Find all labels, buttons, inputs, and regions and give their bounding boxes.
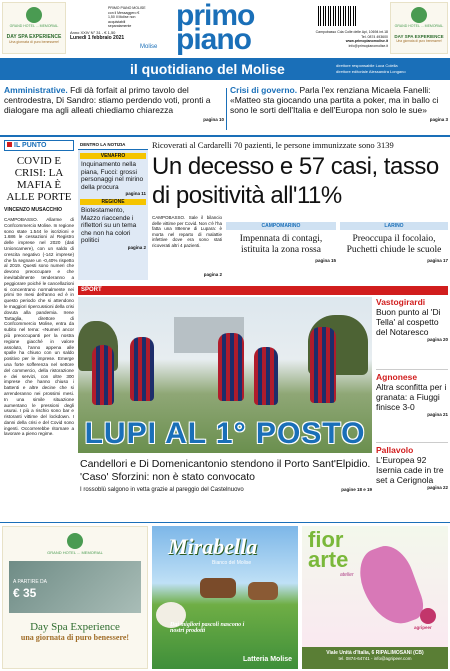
notizia-box[interactable]: [78, 140, 148, 280]
sport-bar: [78, 286, 448, 295]
top-right-ad[interactable]: [390, 2, 448, 54]
side-kicker: Agnonese: [376, 372, 418, 382]
story-kicker: Amministrative.: [4, 85, 68, 95]
venafro-label: VENAFRO: [80, 153, 146, 159]
sport-headline[interactable]: Candellori e Di Domenicantonio stendono il Porto Sant'Elpidio. 'Caso' Sforzini: non è stato convocato: [80, 458, 371, 483]
issue-number: Anno XXIV N° 31 - € 1,50: [70, 30, 116, 35]
regione-label: REGIONE: [80, 199, 146, 205]
photo-caption: LUPI AL 1° POSTO: [84, 417, 366, 450]
side-page: pagina 20: [427, 337, 448, 342]
sport-side-column: [376, 297, 448, 517]
mirabella-sub: Bianco del Molise: [212, 560, 252, 566]
sport-side-item[interactable]: [376, 297, 448, 370]
regione-text: Biotestamento, Mazzo riaccende i riflettori su un tema che non ha colori politici: [81, 207, 137, 244]
cow-icon: [248, 582, 278, 600]
main-story-page: pagina 2: [203, 272, 222, 277]
venafro-page: pagina 11: [125, 191, 146, 196]
top-story-left[interactable]: [4, 85, 224, 133]
fiorarte-tel: tel. 0874-64741 - info@agripeer.com: [338, 656, 412, 661]
campomarino-text: Impennata di contagi, istituita la zona rossa: [239, 234, 323, 255]
story-kicker: Crisi di governo.: [230, 85, 298, 95]
agripeer-logo-text: agripeer: [414, 625, 432, 630]
player-figure-icon: [130, 337, 154, 401]
ad-brand: GRAND HOTEL ... MEMORIAL: [9, 24, 59, 28]
larino-text: Preoccupa il focolaio, Puchetti chiude le scuole: [346, 234, 442, 255]
editor: direttore responsabile Luca Colella: [336, 63, 398, 68]
fiorarte-sub: atelier: [340, 572, 354, 578]
tagline-banner: [0, 58, 450, 80]
mirabella-text: Dai migliori pascoli nascono i nostri prodotti: [170, 622, 245, 634]
editorial-director: direttore editoriale Alessandra Longano: [336, 69, 406, 74]
ad-subline: Una giornata di puro benessere!: [8, 40, 59, 44]
story-text: Parla l'ex renziana Micaela Fanelli: «Matteo sta giocando una partita a poker, ma in ballo ci sono le sorti dell'Italia e dell'Europa non solo le sue»: [230, 85, 439, 115]
email-link[interactable]: info@primopianomolise.it: [348, 43, 388, 48]
agripeer-logo-icon: [420, 608, 436, 624]
spa-photo: [9, 561, 141, 613]
issue-date: Lunedì 1 febbraio 2021: [70, 35, 125, 41]
fiorarte-footer: [302, 647, 448, 669]
top-left-ad[interactable]: [2, 2, 66, 54]
fiorarte-ad[interactable]: [302, 526, 448, 669]
masthead-title-suffix: Molise: [140, 44, 158, 50]
mirabella-footer: Latteria Molise: [242, 656, 292, 663]
price-info: PRIMO PIANO MOLISE con il Messaggero € 1,50 Il Molise non acquistabili separatamente: [108, 6, 146, 28]
main-story-headline[interactable]: Un decesso e 57 casi, tasso di positività all'11%: [152, 153, 439, 209]
main-story-body: CAMPOBASSO. Sale il bilancio delle vittime per Covid. Non c'è l'ha fatta una 88enne di Lupara: è morta nel reparto di malattie infettive dove era sono stati ricoverati altri 4 pazienti.: [152, 215, 223, 248]
office-info: [310, 30, 388, 48]
issue-info: [70, 30, 140, 41]
il-punto-column[interactable]: [4, 140, 74, 520]
story-text: Fdi dà forfait al primo tavolo del centrodestra, Di Sandro: stiamo perdendo voti, pronti a dialogare ma agli alleati chiediamo chiarezza: [4, 85, 211, 115]
office-address: Campobasso Cda Colle delle Api, 10694 int.18 Tel. 0874 493600: [315, 30, 388, 39]
ad-subline: Una giornata di puro benessere!: [396, 39, 442, 43]
masthead-logo[interactable]: [140, 2, 300, 58]
cow-icon: [200, 578, 236, 598]
il-punto-label: IL PUNTO: [4, 140, 74, 151]
larino-label: LARINO: [340, 222, 448, 230]
sport-photo[interactable]: [78, 297, 372, 453]
section-divider: [0, 135, 450, 137]
player-figure-icon: [92, 345, 114, 405]
sport-page: pagine 18 e 19: [341, 487, 372, 492]
campomarino-label: CAMPOMARINO: [226, 222, 336, 230]
regione-page: pagina 2: [127, 244, 146, 250]
sport-side-item[interactable]: [376, 370, 448, 443]
side-kicker: Vastogirardi: [376, 297, 426, 307]
fiorarte-address: Viale Unità d'Italia, 6 RIPALIMOSANI (CB): [326, 650, 424, 656]
sport-subhead: I rossoblù salgono in vetta grazie al pareggio del Castelnuovo: [80, 487, 244, 493]
website-link[interactable]: www.primopianomolise.it: [345, 39, 388, 43]
ad-headline: DAY SPA EXPERIENCE: [6, 34, 62, 40]
campomarino-box[interactable]: [226, 222, 336, 278]
page-reference: pagina 3: [429, 117, 448, 122]
hotel-logo-icon: [411, 7, 427, 23]
price-value: € 35: [13, 586, 37, 600]
ad-brand: GRAND HOTEL ... MEMORIAL: [47, 550, 103, 555]
sport-side-item[interactable]: [376, 443, 448, 515]
player-figure-icon: [254, 347, 278, 405]
venafro-text: Inquinamento nella piana, Fucci: grossi personaggi nel mirino della procura: [81, 161, 144, 191]
side-text: Buon punto al 'Di Tella' al cospetto del Notaresco: [376, 307, 441, 337]
player-figure-icon: [310, 327, 336, 403]
tagline: il quotidiano del Molise: [130, 61, 285, 77]
il-punto-author: VINCENZO MUSACCHIO: [4, 207, 63, 213]
side-text: L'Europea 92 Isernia cade in tre set a Cerignola: [376, 455, 444, 485]
hotel-logo-icon: [26, 7, 42, 23]
side-kicker: Pallavolo: [376, 445, 414, 455]
main-story-kicker: Ricoverati al Cardarelli 70 pazienti, le persone immunizzate sono 3139: [152, 140, 394, 150]
larino-box[interactable]: [340, 222, 448, 278]
ad-headline: DAY SPA EXPERIENCE: [394, 34, 444, 39]
hotel-logo-icon: [67, 533, 83, 549]
player-figure-icon: [218, 333, 244, 401]
side-page: pagina 21: [427, 412, 448, 417]
mirabella-brand: Mirabella: [168, 534, 258, 559]
il-punto-body: CAMPOBASSO. Allarme di Confcommercio Molise. In regione sono state 1.544 le iscrizioni e 1.686 le cessazioni al Registro delle imprese nel 2020 (dati Unioncamere), con un saldo di crescita negativo (-142 imprese) che fa segnare un -0,40% rispetto al 2019. Questi sono numeri che devono preoccupare e che inevitabilmente tenderanno a peggiorare poiché le cancellazioni si concentrano normalmente nei primi tre mesi dell'anno ed è in questo periodo che si attendono le maggiori ripercussioni della crisi dovuta alla pandemia. Irene Tartaglia, direttore di Confcommercio Molise, entra da subito nel tema: «Numeri ancor più preoccupanti per la nostra regione giacché in valore assoluto, l'anno appena alle spalle ha chiuso con un saldo positivo per le imprese. Emerge una forte sofferenza nel settore del commercio, della ristorazione e dei servizi, con oltre 300 imprese che hanno chiuso i battenti e altre decine che si arrenderanno nei prossimi mesi. In una simile situazione aumentano le pressioni degli usurai. I più a rischio sono bar e ristoranti vittime del lockdown. I danni della crisi e del Covid sono ingenti. Occorrerebbe ritornare a lavorare a pieno regime.: [4, 217, 74, 437]
il-punto-title: COVID E CRISI: LA MAFIA È ALLE PORTE: [6, 155, 72, 203]
fiorarte-brand: fior arte: [308, 527, 349, 572]
larino-page: pagina 17: [427, 258, 448, 263]
ad-brand: GRAND HOTEL ... MEMORIAL: [394, 24, 444, 28]
side-page: pagina 22: [427, 485, 448, 490]
notizia-header: DENTRO LA NOTIZIA: [78, 140, 148, 150]
sport-label: SPORT: [81, 287, 102, 293]
ads-divider: [0, 522, 450, 523]
ad-headline: Day Spa Experience: [30, 621, 120, 633]
red-square-icon: [7, 142, 12, 147]
side-text: Altra sconfitta per i granata: a Fiuggi finisce 3-0: [376, 382, 447, 412]
page-reference: pagina 10: [203, 117, 224, 122]
mirabella-ad[interactable]: [152, 526, 298, 669]
campomarino-page: pagina 15: [315, 258, 336, 263]
bottom-spa-ad[interactable]: [2, 526, 148, 669]
ad-subline: una giornata di puro benessere!: [20, 633, 130, 642]
column-divider: [226, 88, 227, 130]
masthead-title-bottom: piano: [176, 23, 251, 56]
top-story-right[interactable]: [230, 85, 448, 133]
price-label: A PARTIRE DA: [13, 579, 47, 585]
masthead-title-top: primo: [176, 0, 255, 32]
barcode-icon: [318, 6, 356, 26]
